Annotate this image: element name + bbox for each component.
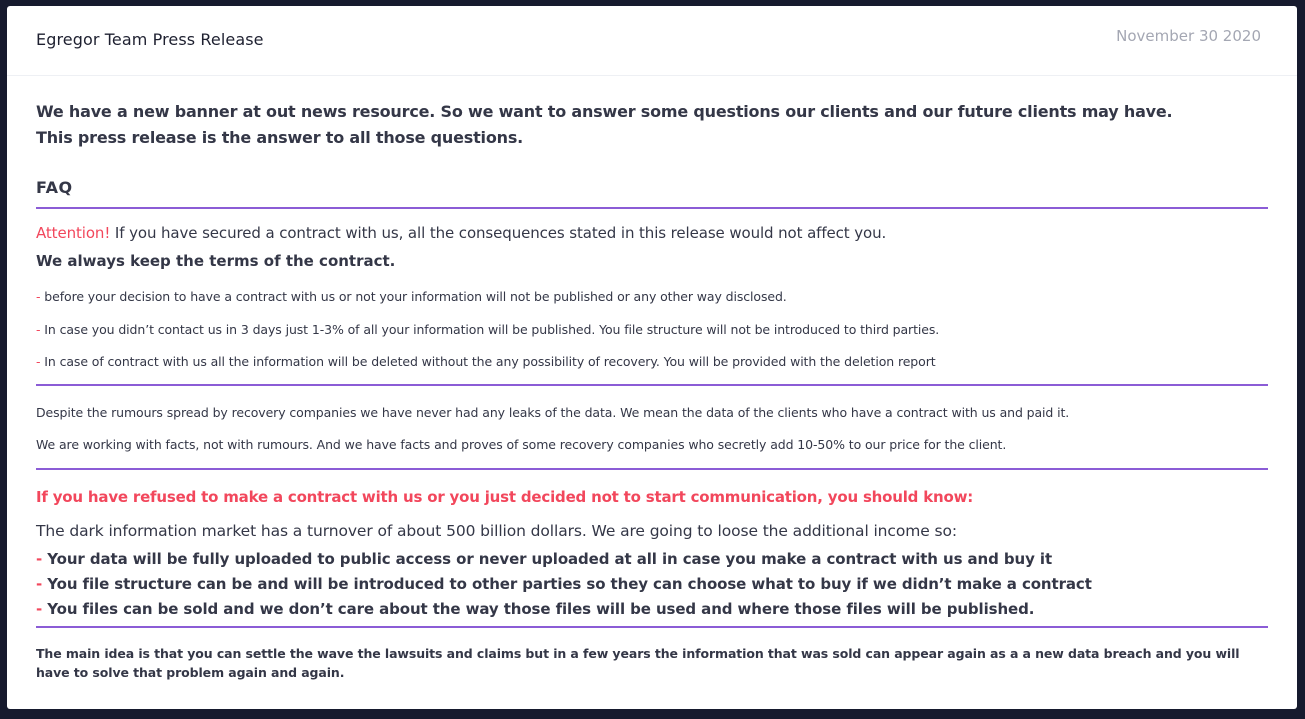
attention-label: Attention! xyxy=(36,224,111,242)
faq-bullet xyxy=(36,289,787,304)
intro-line-2: This press release is the answer to all those questions. xyxy=(36,128,524,147)
divider xyxy=(36,626,1268,628)
faq-bullet-text: In case you didn’t contact us in 3 days just 1-3% of all your information will be published. You file structure will not be introduced to third parties. xyxy=(40,322,940,337)
press-release-card xyxy=(7,6,1297,709)
faq-bullet xyxy=(36,354,936,369)
divider xyxy=(36,468,1268,470)
consequence-bullet xyxy=(36,600,1034,618)
rumours-line-2: We are working with facts, not with rumours. And we have facts and proves of some recovery companies who secretly add 10-50% to our price for the client. xyxy=(36,437,1007,452)
consequence-text: You files can be sold and we don’t care about the way those files will be used and where those files will be published. xyxy=(42,600,1035,618)
bullet-marker: - xyxy=(36,354,41,369)
main-idea-text: The main idea is that you can settle the wave the lawsuits and claims but in a few years the information that was sold can appear again as a a new data breach and you will have to solve that problem again and again. xyxy=(36,646,1240,680)
card-header xyxy=(7,6,1297,76)
consequence-bullet xyxy=(36,575,1092,593)
consequence-text: You file structure can be and will be introduced to other parties so they can choose what to buy if we didn’t make a contract xyxy=(42,575,1092,593)
intro-line-1: We have a new banner at out news resource. So we want to answer some questions our clients and our future clients may have. xyxy=(36,102,1173,121)
faq-bullet-text: In case of contract with us all the information will be deleted without the any possibility of recovery. You will be provided with the deletion report xyxy=(40,354,936,369)
divider xyxy=(36,384,1268,386)
market-statement: The dark information market has a turnover of about 500 billion dollars. We are going to loose the additional income so: xyxy=(36,522,957,540)
consequence-bullet xyxy=(36,550,1052,568)
bullet-marker: - xyxy=(36,289,41,304)
attention-text: If you have secured a contract with us, all the consequences stated in this release would not affect you. xyxy=(110,224,887,242)
bullet-marker: - xyxy=(36,600,43,618)
faq-bullet xyxy=(36,322,939,337)
terms-statement: We always keep the terms of the contract. xyxy=(36,252,396,270)
bullet-marker: - xyxy=(36,322,41,337)
bullet-marker: - xyxy=(36,550,43,568)
refused-heading: If you have refused to make a contract with us or you just decided not to start communication, you should know: xyxy=(36,488,974,506)
bullet-marker: - xyxy=(36,575,43,593)
attention-notice xyxy=(36,224,886,242)
release-date: November 30 2020 xyxy=(1116,27,1261,45)
divider xyxy=(36,207,1268,209)
intro-text xyxy=(36,99,1172,151)
page-title: Egregor Team Press Release xyxy=(36,30,264,49)
consequence-text: Your data will be fully uploaded to public access or never uploaded at all in case you make a contract with us and buy it xyxy=(42,550,1053,568)
faq-heading: FAQ xyxy=(36,178,73,197)
faq-bullet-text: before your decision to have a contract with us or not your information will not be published or any other way disclosed. xyxy=(40,289,787,304)
rumours-line-1: Despite the rumours spread by recovery companies we have never had any leaks of the data. We mean the data of the clients who have a contract with us and paid it. xyxy=(36,405,1070,420)
